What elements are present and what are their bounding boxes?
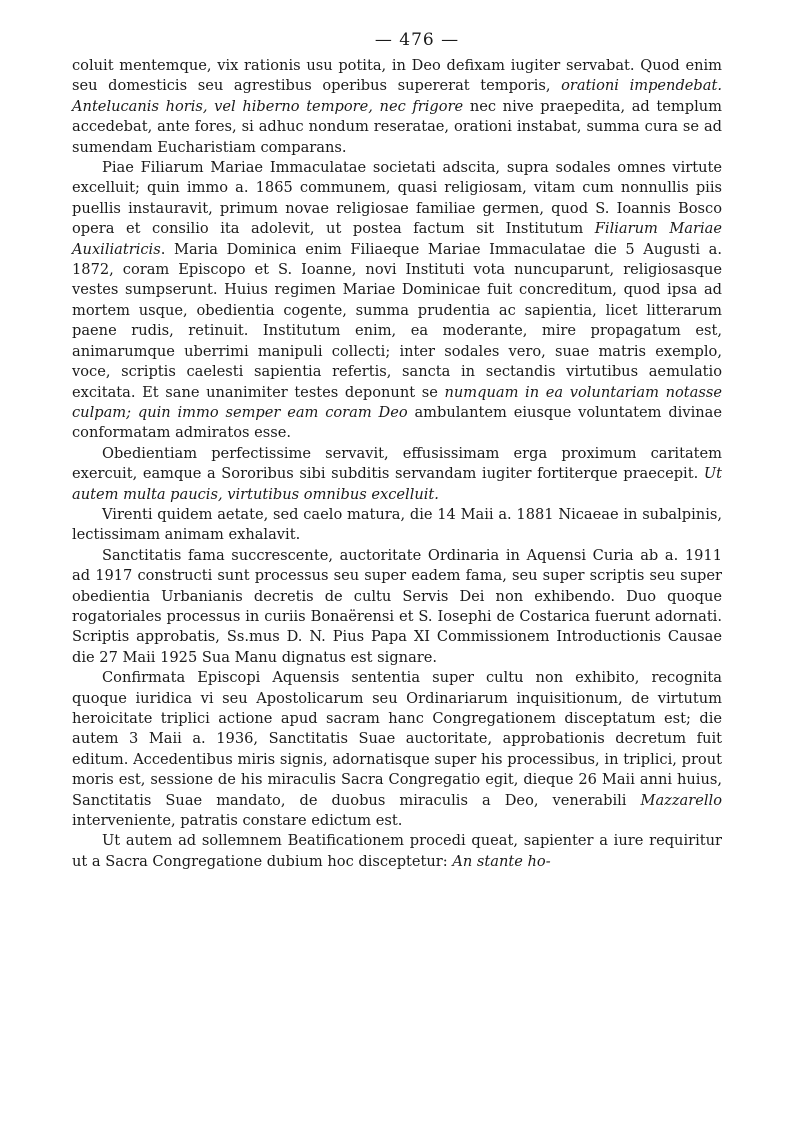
text-run: Ut autem ad sollemnem Beatificationem procedi queat, sapienter a iure requiritur ut a Sacra Congregatione dubium hoc disceptetur: [72, 832, 722, 870]
text-run: interveniente, patratis constare edictum est. [72, 812, 403, 830]
italic-text: Ut autem multa paucis, virtutibus omnibus excelluit. [72, 465, 722, 503]
italic-text: Mazzarello [640, 791, 722, 809]
text-run: Sanctitatis fama succrescente, auctoritate Ordinaria in Aquensi Curia ab a. 1911 ad 1917 constructi sunt processus seu super eadem fama, seu super scriptis seu super obedientia Urbanianis decretis de cultu Servis Dei non exhibendo. Duo quoque rogatoriales processus in curiis Bonaërensi et S. Iosephi de Costarica fuerunt adornati. Scriptis approbatis, Ss.mus D. N. Pius Papa XI Commissionem Introductionis Causae die 27 Maii 1925 Sua Manu dignatus est signare. [72, 546, 722, 666]
text-run: nec nive praepedita, ad templum accedebat, ante fores, si adhuc nondum reseratae, orationi instabat, summa cura se ad sumendam Eucharistiam comparans. [72, 97, 723, 156]
text-run: . Maria Dominica enim Filiaeque Mariae Immaculatae die 5 Augusti a. 1872, coram Episcopo et S. Ioanne, novi Instituti vota nuncuparunt, religiosasque vestes sumpserunt. Huius regimen Mariae Dominicae fuit concreditum, quod ipsa ad mortem usque, obedientia cogente, summa prudentia ac sapientia, licet litterarum paene rudis, retinuit. Institutum enim, ea moderante, mire propagatum est, animarumque uberrimi manipuli collecti; inter sodales vero, suae matris exemplo, voce, scriptis caelesti sapientia refertis, sancta in sectandis virtutibus aemulatio excitata. Et sane unanimiter testes deponunt se [72, 240, 722, 401]
paragraph [72, 505, 722, 546]
italic-text: numquam in ea voluntariam notasse culpam; quin immo semper eam coram Deo [72, 383, 722, 421]
text-run: Virenti quidem aetate, sed caelo matura, die 14 Maii a. 1881 Nicaeae in subalpinis, lectissimam animam exhalavit. [72, 505, 722, 544]
page-number: — 476 — [374, 30, 460, 50]
italic-text: orationi impendebat. Antelucanis horis, vel hiberno tempore, nec frigore [72, 77, 722, 115]
italic-text: Filiarum Mariae Auxiliatricis [72, 220, 722, 258]
paragraph [72, 56, 722, 158]
text-body [72, 56, 722, 872]
text-run: Obedientiam perfectissime servavit, effusissimam erga proximum caritatem exercuit, eamque a Sororibus sibi subditis servandam iugiter fortiterque praecepit. [72, 444, 722, 483]
italic-text: An stante ho- [452, 852, 551, 870]
text-run: coluit mentemque, vix rationis usu potita, in Deo defixam iugiter servabat. Quod enim seu domesticis seu agrestibus operibus supererat temporis, [72, 57, 722, 95]
paragraph [72, 158, 722, 444]
text-run: ambulantem eiusque voluntatem divinae conformatam admiratos esse. [72, 403, 722, 442]
document-page [72, 30, 722, 872]
text-run: Confirmata Episcopi Aquensis sententia super cultu non exhibito, recognita quoque iuridica vi seu Apostolicarum seu Ordinariarum inquisitionum, de virtutum heroicitate triplici actione apud sacram hanc Congregationem disceptatum est; die autem 3 Maii a. 1936, Sanctitatis Suae auctoritate, approbationis decretum fuit editum. Accedentibus miris signis, adornatisque super his processibus, in triplici, prout moris est, sessione de his miraculis Sacra Congregatio egit, dieque 26 Maii anni huius, Sanctitatis Suae mandato, de duobus miraculis a Deo, venerabili [72, 669, 722, 809]
paragraph [72, 668, 722, 831]
paragraph [72, 444, 722, 505]
paragraph [72, 831, 722, 872]
paragraph [72, 546, 722, 668]
text-run: Piae Filiarum Mariae Immaculatae societati adscita, supra sodales omnes virtute excelluit; quin immo a. 1865 communem, quasi religiosam, vitam cum nonnullis piis puellis instauravit, primum novae religiosae familiae germen, quod S. Ioannis Bosco opera et consilio ita adolevit, ut postea factum sit Institutum [72, 159, 722, 238]
